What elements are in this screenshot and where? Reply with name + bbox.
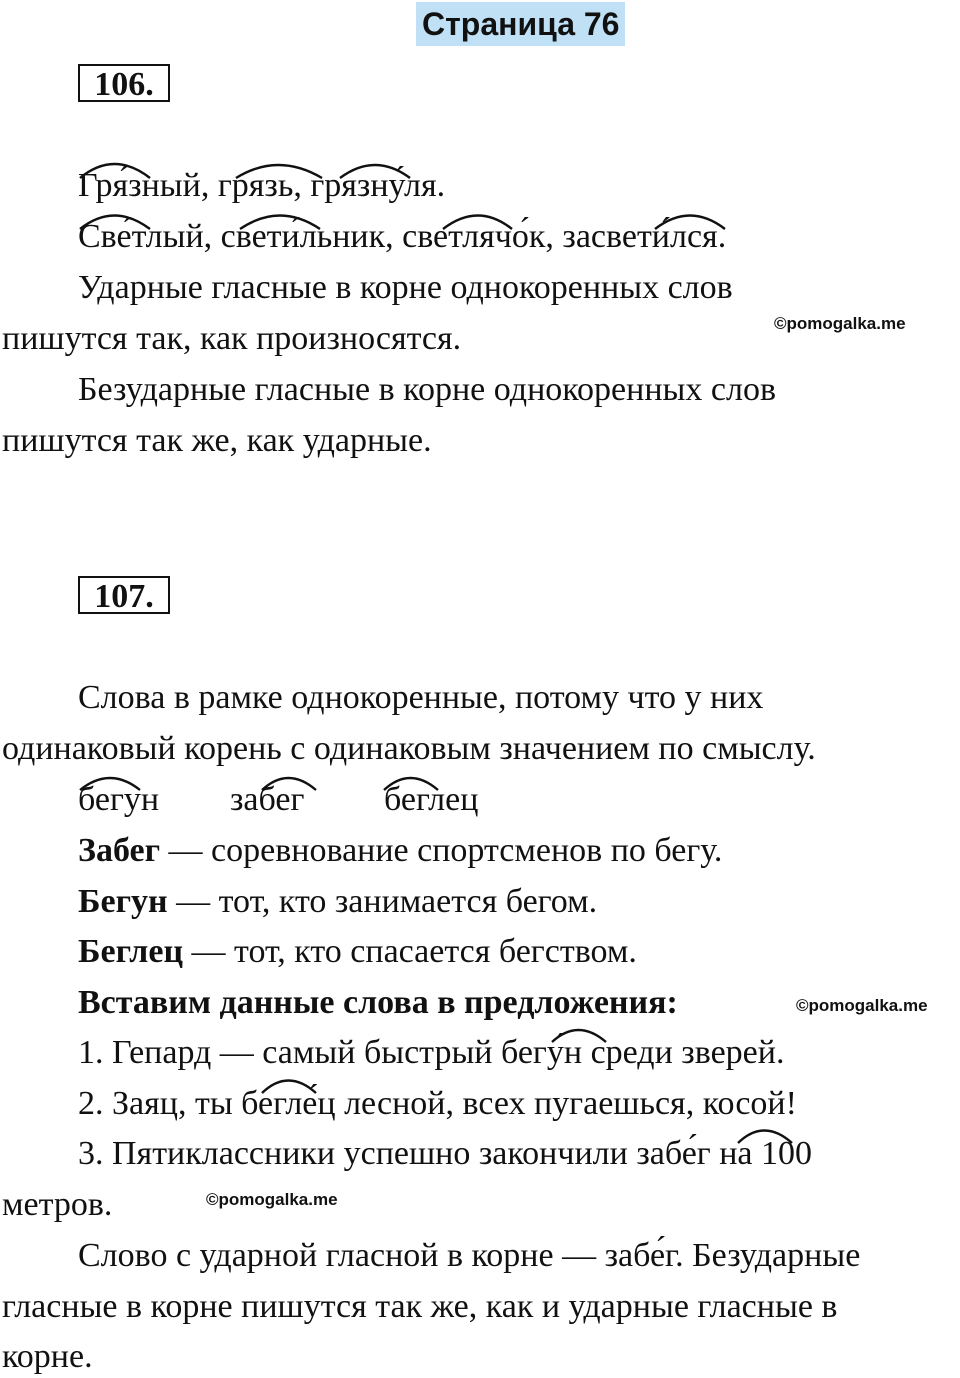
conclusion-line-b: гласные в корне пишутся так же, как и ударные гласные в: [2, 1288, 838, 1325]
watermark: ©pomogalka.me: [206, 1190, 338, 1209]
term: Беглец: [78, 933, 184, 970]
definition-begun: [78, 882, 597, 922]
watermark: ©pomogalka.me: [796, 996, 928, 1015]
sentence-3-line-b: метров.: [2, 1186, 113, 1223]
sentence-3-line-a: 3. Пятиклассники успешно закончили забе́г на 100: [78, 1135, 813, 1172]
definition-text: — соревнование спортсменов по бегу.: [160, 832, 723, 869]
exercise-107-number: 107.: [78, 576, 170, 614]
ex106-rule-2-line-b: пишутся так же, как ударные.: [2, 422, 432, 459]
definition-zabeg: [78, 831, 722, 871]
ex106-rule-1-line-a: Ударные гласные в корне однокоренных слов: [78, 269, 733, 306]
page-title: Страница 76: [416, 2, 625, 46]
word-zabeg: забег: [230, 781, 305, 818]
ex106-words-line-1: Гря́зный, грязь, грязну́ля.: [78, 167, 446, 204]
exercise-106-number: 106.: [78, 64, 170, 102]
ex107-paragraph-line-b: одинаковый корень с одинаковым значением по смыслу.: [2, 730, 816, 767]
conclusion-line-a: Слово с ударной гласной в корне — забе́г. Безударные: [78, 1237, 861, 1274]
term: Бегун: [78, 883, 168, 920]
word-begun: бегун: [78, 781, 160, 818]
watermark: ©pomogalka.me: [774, 314, 906, 333]
definition-text: — тот, кто спасается бегством.: [183, 933, 637, 970]
term: Забег: [78, 832, 161, 869]
definition-text: — тот, кто занимается бегом.: [167, 883, 598, 920]
task-heading: Вставим данные слова в предложения:: [78, 984, 678, 1021]
sentence-1: 1. Гепард — самый быстрый бегу́н среди зверей.: [78, 1034, 785, 1071]
sentence-2: 2. Заяц, ты бегле́ц лесной, всех пугаешься, косой!: [78, 1085, 797, 1122]
ex106-rule-2-line-a: Безударные гласные в корне однокоренных слов: [78, 371, 776, 408]
word-beglets: беглец: [384, 781, 479, 818]
definition-beglets: [78, 932, 637, 972]
conclusion-line-c: корне.: [2, 1338, 93, 1375]
ex106-rule-1-line-b: пишутся так, как произносятся.: [2, 320, 462, 357]
ex106-words-line-2: Све́тлый, свети́льник, светлячо́к, засвети́лся.: [78, 218, 727, 255]
ex107-paragraph-line-a: Слова в рамке однокоренные, потому что у них: [78, 679, 764, 716]
